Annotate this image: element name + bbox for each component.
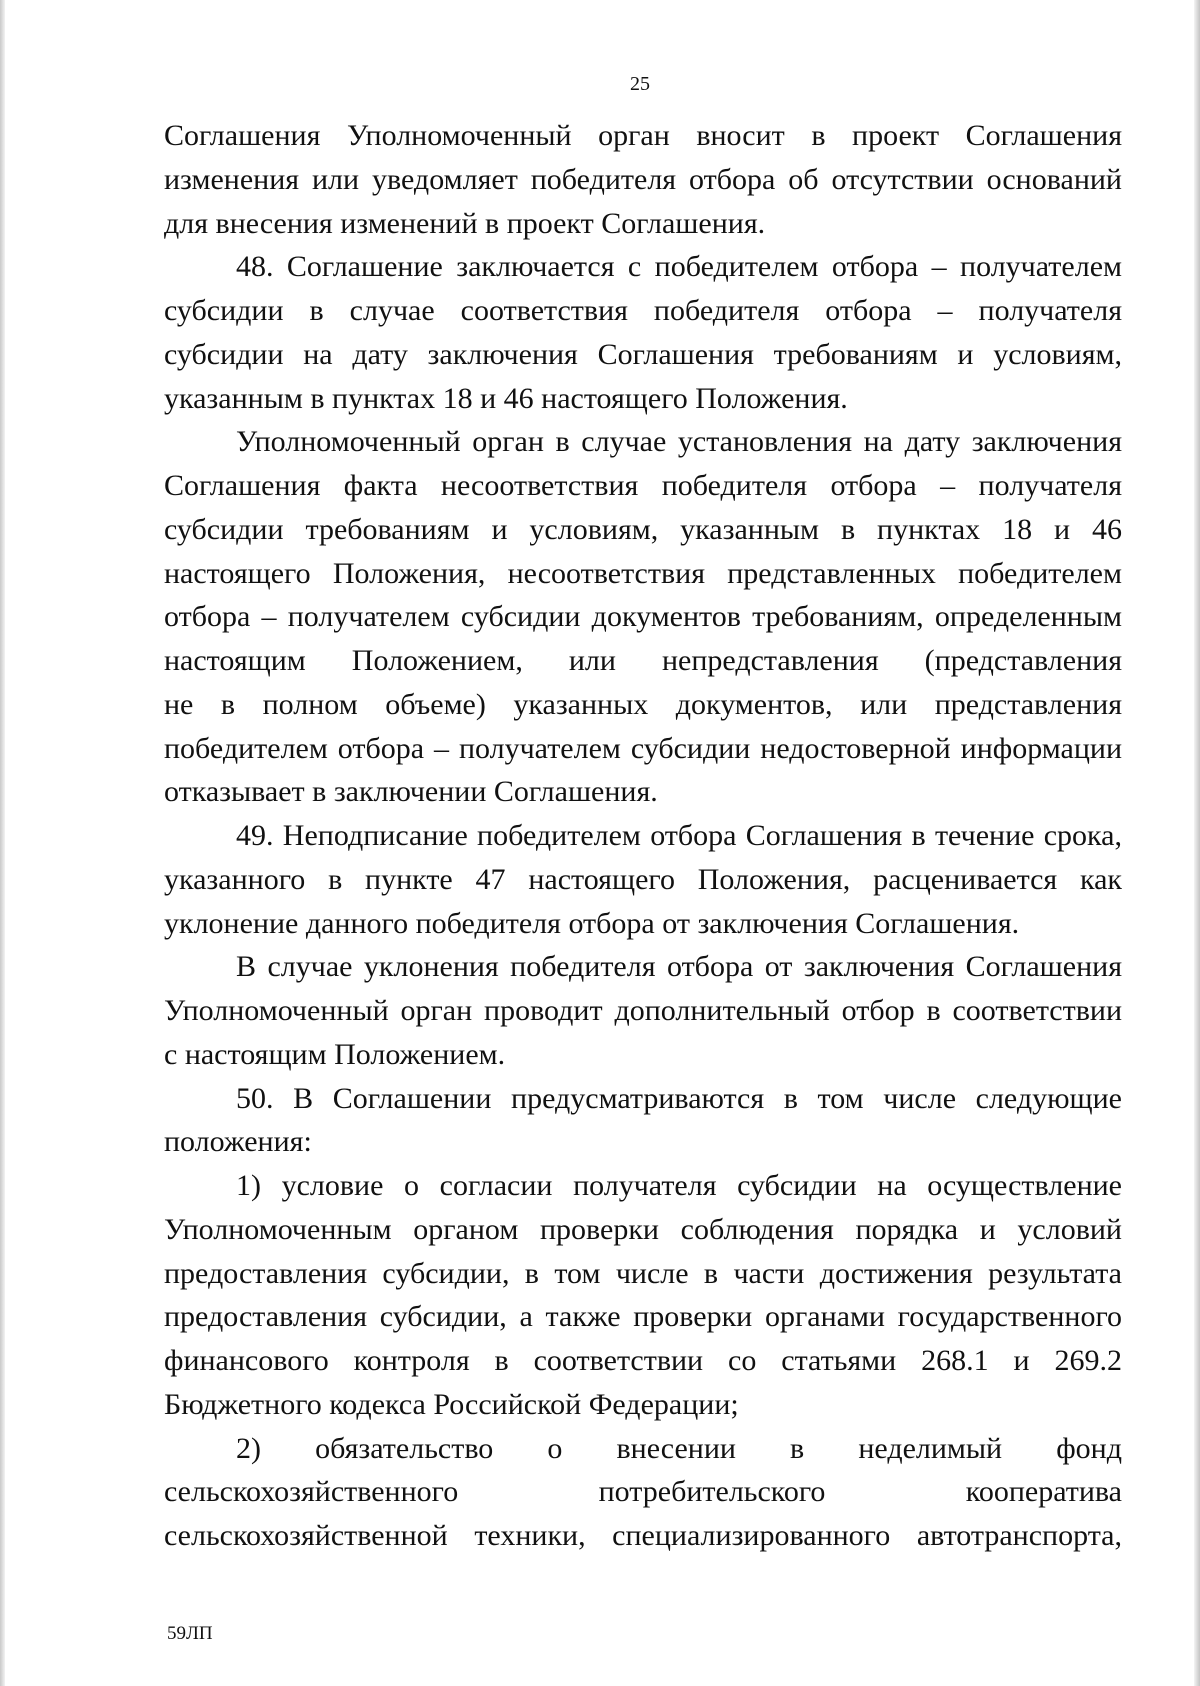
page-number: 25 xyxy=(630,73,650,95)
text-line: субсидии на дату заключения Соглашения требованиям и условиям, xyxy=(164,337,1122,371)
text-line: уклонение данного победителя отбора от заключения Соглашения. xyxy=(164,906,1020,940)
text-line: отказывает в заключении Соглашения. xyxy=(164,775,658,809)
text-line: положения: xyxy=(164,1125,312,1159)
text-line: сельскохозяйственной техники, специализированного автотранспорта, xyxy=(164,1519,1122,1552)
text-line: Уполномоченным органом проверки соблюдения порядка и условий xyxy=(164,1212,1122,1246)
text-line: 2) обязательство о внесении в неделимый фонд xyxy=(236,1431,1122,1465)
text-line: 48. Соглашение заключается с победителем отбора – получателем xyxy=(236,250,1122,284)
text-line: Соглашения Уполномоченный орган вносит в проект Соглашения xyxy=(164,119,1122,152)
text-line: Бюджетного кодекса Российской Федерации; xyxy=(164,1387,739,1421)
text-line: для внесения изменений в проект Соглашения. xyxy=(164,206,766,240)
text-line: сельскохозяйственного потребительского кооператива xyxy=(164,1475,1122,1509)
scan-edge-right xyxy=(1194,0,1200,1686)
text-line: Уполномоченный орган в случае установления на дату заключения xyxy=(236,425,1122,459)
scan-edge-left xyxy=(0,0,5,1686)
text-line: финансового контроля в соответствии со статьями 268.1 и 269.2 xyxy=(164,1344,1122,1377)
text-line: субсидии требованиям и условиям, указанным в пунктах 18 и 46 xyxy=(164,512,1122,546)
text-line: Уполномоченный орган проводит дополнительный отбор в соответствии xyxy=(164,994,1122,1027)
text-line: указанным в пунктах 18 и 46 настоящего Положения. xyxy=(164,381,848,415)
text-line: Соглашения факта несоответствия победителя отбора – получателя xyxy=(164,469,1122,502)
text-line: не в полном объеме) указанных документов, или представления xyxy=(164,687,1122,721)
text-line: 1) условие о согласии получателя субсидии на осуществление xyxy=(236,1169,1122,1202)
text-line: изменения или уведомляет победителя отбора об отсутствии оснований xyxy=(164,162,1122,196)
text-line: 50. В Соглашении предусматриваются в том числе следующие xyxy=(236,1081,1122,1115)
document-code: 59ЛП xyxy=(167,1623,213,1644)
text-line: с настоящим Положением. xyxy=(164,1037,506,1071)
text-line: победителем отбора – получателем субсидии недостоверной информации xyxy=(164,731,1122,765)
text-line: предоставления субсидии, а также проверки органами государственного xyxy=(164,1300,1122,1334)
text-line: отбора – получателем субсидии документов требованиям, определенным xyxy=(164,600,1122,634)
text-line: В случае уклонения победителя отбора от заключения Соглашения xyxy=(236,950,1122,984)
text-line: 49. Неподписание победителем отбора Соглашения в течение срока, xyxy=(236,819,1122,852)
document-body xyxy=(164,114,1122,1558)
text-line: настоящего Положения, несоответствия представленных победителем xyxy=(164,556,1122,590)
text-line: субсидии в случае соответствия победителя отбора – получателя xyxy=(164,294,1122,327)
text-line: указанного в пункте 47 настоящего Положения, расценивается как xyxy=(164,862,1122,896)
text-line: настоящим Положением, или непредставления (представления xyxy=(164,644,1122,677)
text-line: предоставления субсидии, в том числе в части достижения результата xyxy=(164,1256,1122,1290)
